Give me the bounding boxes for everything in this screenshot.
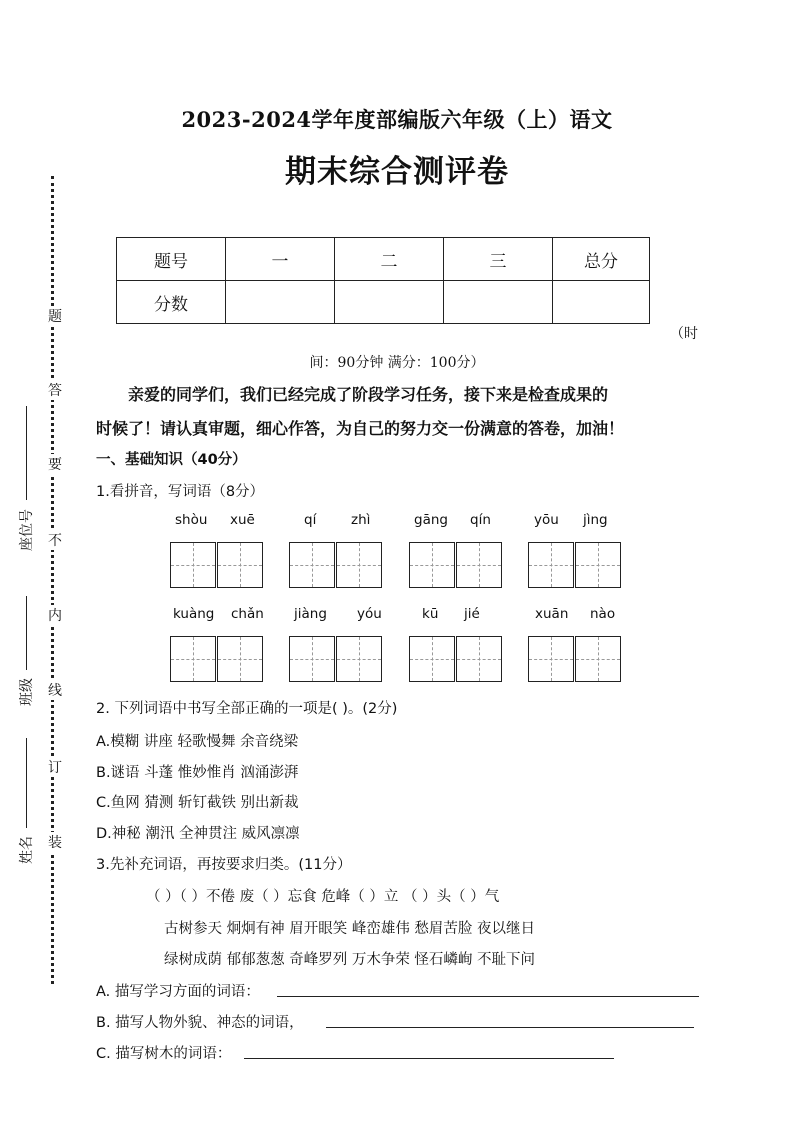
- table-header-part-1: 一: [226, 238, 335, 281]
- score-cell-part-1[interactable]: [226, 281, 335, 324]
- seat-number-line: [26, 406, 27, 500]
- writing-box[interactable]: [217, 542, 263, 588]
- table-header-part-3: 三: [444, 238, 553, 281]
- q2-title: 2. 下列词语中书写全部正确的一项是( )。(2分): [96, 701, 398, 717]
- class-label: 班级: [19, 678, 35, 706]
- pinyin: zhì: [351, 512, 371, 528]
- writing-box[interactable]: [528, 636, 574, 682]
- pinyin: jié: [464, 606, 480, 622]
- answer-line-c[interactable]: [244, 1058, 614, 1059]
- binding-dotted-line: [51, 176, 54, 984]
- writing-box[interactable]: [289, 542, 335, 588]
- q3-category-c: C. 描写树木的词语：: [96, 1046, 232, 1062]
- pinyin: jiàng: [294, 606, 327, 622]
- q3-category-b: B. 描写人物外貌、神态的词语，: [96, 1015, 304, 1031]
- table-header-total: 总分: [553, 238, 650, 281]
- pinyin: qí: [304, 512, 317, 528]
- table-score-label: 分数: [117, 281, 226, 324]
- section-1-title: 一、基础知识（40分）: [96, 452, 247, 468]
- pinyin: yōu: [534, 512, 559, 528]
- q3-title: 3.先补充词语，再按要求归类。(11分）: [96, 857, 352, 873]
- table-header-part-2: 二: [335, 238, 444, 281]
- writing-box[interactable]: [170, 636, 216, 682]
- pinyin: gāng: [414, 512, 448, 528]
- writing-box[interactable]: [336, 636, 382, 682]
- class-line: [26, 596, 27, 670]
- pinyin: xuān: [535, 606, 569, 622]
- score-cell-part-2[interactable]: [335, 281, 444, 324]
- exam-title: 期末综合测评卷: [285, 154, 509, 190]
- q3-fill-blanks[interactable]: （ ）（ ）不倦 废（ ）忘食 危峰（ ）立 （ ）头（ ）气: [146, 889, 500, 905]
- answer-line-a[interactable]: [277, 996, 699, 997]
- name-label: 姓名: [19, 836, 35, 864]
- pinyin: xuē: [230, 512, 255, 528]
- margin-char-zhuang: 装: [48, 832, 62, 852]
- margin-char-bu: 不: [48, 530, 62, 550]
- writing-box[interactable]: [456, 636, 502, 682]
- writing-box[interactable]: [456, 542, 502, 588]
- pinyin: kū: [422, 606, 439, 622]
- intro-line-1: 亲爱的同学们，我们已经完成了阶段学习任务，接下来是检查成果的: [128, 385, 609, 404]
- name-line: [26, 738, 27, 828]
- pinyin: jìng: [583, 512, 608, 528]
- answer-line-b[interactable]: [326, 1027, 694, 1028]
- pinyin: kuàng: [173, 606, 215, 622]
- writing-box[interactable]: [528, 542, 574, 588]
- q2-option-a[interactable]: A.模糊 讲座 轻歌慢舞 余音绕梁: [96, 734, 299, 750]
- seat-number-label: 座位号: [19, 509, 35, 551]
- q1-title: 1.看拼音，写词语（8分）: [96, 484, 265, 500]
- q3-word-list-2: 绿树成荫 郁郁葱葱 奇峰罗列 万木争荣 怪石嶙峋 不耻下问: [164, 952, 536, 968]
- margin-char-da: 答: [48, 380, 62, 400]
- writing-box[interactable]: [575, 542, 621, 588]
- table-header-question-no: 题号: [117, 238, 226, 281]
- margin-char-xian: 线: [48, 680, 62, 700]
- writing-box[interactable]: [336, 542, 382, 588]
- q3-word-list-1: 古树参天 炯炯有神 眉开眼笑 峰峦雄伟 愁眉苦脸 夜以继日: [164, 921, 536, 937]
- q2-option-c[interactable]: C.鱼网 猜测 斩钉截铁 别出新裁: [96, 795, 299, 811]
- score-table: [116, 237, 650, 324]
- time-and-score-info: 间：90分钟 满分：100分）: [309, 355, 485, 371]
- margin-char-nei: 内: [48, 605, 62, 625]
- exam-subtitle: 2023-2024学年度部编版六年级（上）语文: [181, 107, 613, 132]
- writing-box[interactable]: [409, 636, 455, 682]
- margin-char-ti: 题: [48, 306, 62, 326]
- intro-line-2: 时候了！请认真审题，细心作答，为自己的努力交一份满意的答卷，加油！: [96, 419, 625, 438]
- writing-box[interactable]: [217, 636, 263, 682]
- q3-category-a: A. 描写学习方面的词语：: [96, 984, 260, 1000]
- q2-option-d[interactable]: D.神秘 潮汛 全神贯注 威风凛凛: [96, 826, 300, 842]
- pinyin: yóu: [357, 606, 382, 622]
- pinyin: shòu: [175, 512, 208, 528]
- writing-box[interactable]: [170, 542, 216, 588]
- pinyin: chǎn: [231, 606, 264, 622]
- margin-char-ding: 订: [48, 757, 62, 777]
- q2-option-b[interactable]: B.谜语 斗蓬 惟妙惟肖 汹涌澎湃: [96, 765, 299, 781]
- margin-char-yao: 要: [48, 454, 62, 474]
- score-cell-total[interactable]: [553, 281, 650, 324]
- pinyin: qín: [470, 512, 491, 528]
- writing-box[interactable]: [575, 636, 621, 682]
- pinyin: nào: [590, 606, 616, 622]
- score-cell-part-3[interactable]: [444, 281, 553, 324]
- writing-box[interactable]: [289, 636, 335, 682]
- time-prefix: （时: [670, 326, 698, 342]
- writing-box[interactable]: [409, 542, 455, 588]
